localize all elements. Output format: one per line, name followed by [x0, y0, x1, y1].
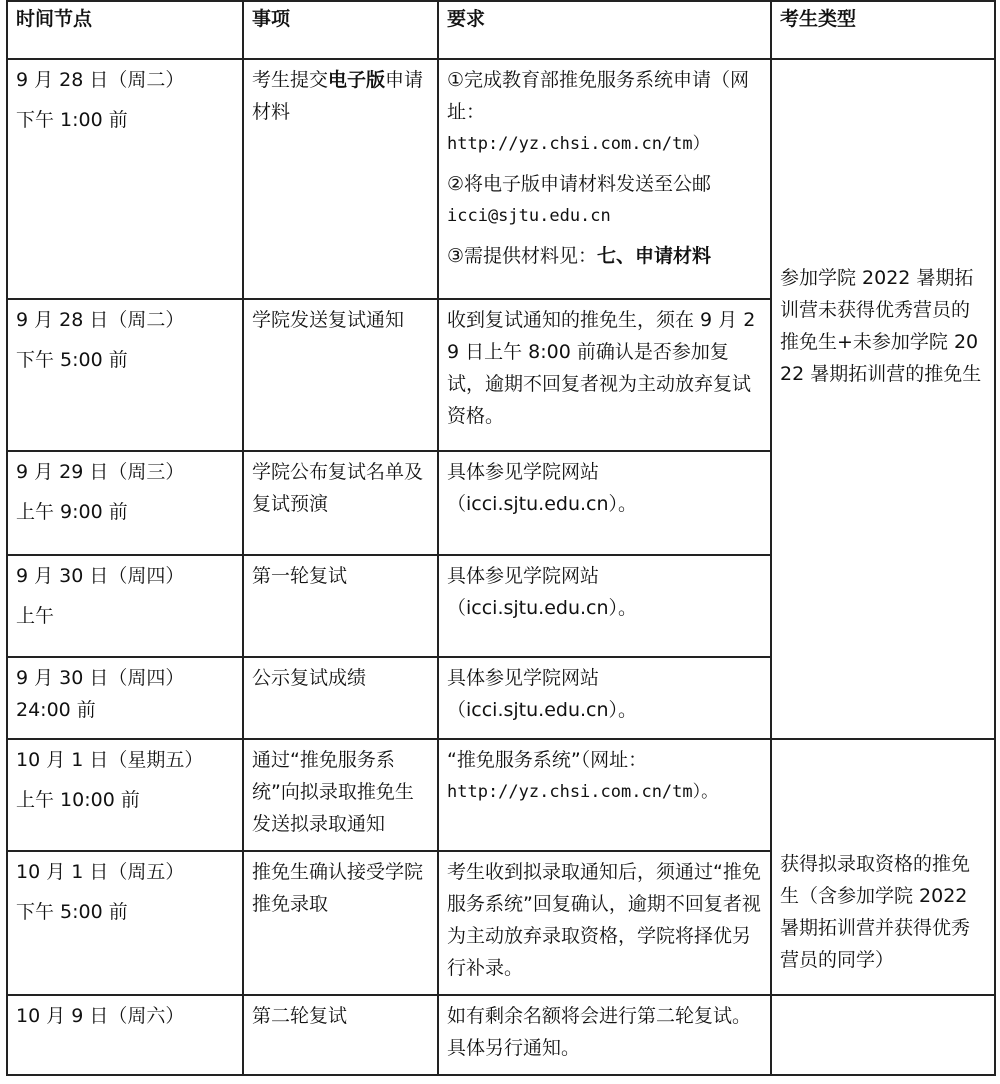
time-deadline: 上午 10:00 前: [16, 789, 140, 811]
item-cell: 第二轮复试: [243, 995, 438, 1075]
header-item: 事项: [243, 1, 438, 59]
candidate-type-cell-empty: [771, 995, 995, 1075]
header-requirement: 要求: [438, 1, 771, 59]
emphasis-text: 电子版: [328, 69, 386, 91]
item-cell: 通过“推免服务系统”向拟录取推免生发送拟录取通知: [243, 739, 438, 851]
time-date: 9 月 30 日（周四）: [16, 667, 185, 689]
time-date: 9 月 28 日（周二）: [16, 69, 185, 91]
url-text: http://yz.chsi.com.cn/tm）: [447, 134, 710, 154]
time-date: 10 月 1 日（星期五）: [16, 749, 204, 771]
url-text: http://yz.chsi.com.cn/tm）。: [447, 782, 719, 802]
time-cell: [7, 555, 243, 657]
time-cell: [7, 451, 243, 555]
requirement-cell: 考生收到拟录取通知后，须通过“推免服务系统”回复确认，逾期不回复者视为主动放弃录取资格，学院将择优另行补录。: [438, 851, 771, 995]
requirement-cell: 收到复试通知的推免生，须在 9 月 29 日上午 8:00 前确认是否参加复试，逾期不回复者视为主动放弃复试资格。: [438, 299, 771, 451]
email-text: icci@sjtu.edu.cn: [447, 206, 611, 226]
table-row: [7, 59, 995, 299]
time-deadline: 24:00 前: [16, 699, 96, 721]
time-date: 9 月 29 日（周三）: [16, 461, 185, 483]
schedule-table: [6, 0, 996, 1076]
requirement-cell: ①完成教育部推免服务系统申请（网址： http://yz.chsi.com.cn/tm） ②将电子版申请材料发送至公邮 icci@sjtu.edu.cn ③需提供材料见：七、申请材料: [438, 59, 771, 299]
table-row: [7, 739, 995, 851]
item-cell: 考生提交电子版申请材料: [243, 59, 438, 299]
emphasis-text: 七、申请材料: [597, 245, 712, 267]
item-cell: 第一轮复试: [243, 555, 438, 657]
website-text: （icci.sjtu.edu.cn）。: [447, 699, 638, 721]
table-row: [7, 995, 995, 1075]
time-cell: [7, 657, 243, 739]
time-cell: [7, 851, 243, 995]
time-deadline: 下午 1:00 前: [16, 109, 128, 131]
website-text: （icci.sjtu.edu.cn）。: [447, 493, 638, 515]
table-header-row: [7, 1, 995, 59]
time-deadline: 下午 5:00 前: [16, 901, 128, 923]
time-deadline: 上午: [16, 605, 55, 627]
time-cell: [7, 739, 243, 851]
time-date: 10 月 1 日（周五）: [16, 861, 185, 883]
time-deadline: 上午 9:00 前: [16, 501, 128, 523]
time-date: 9 月 30 日（周四）: [16, 565, 185, 587]
header-time: 时间节点: [7, 1, 243, 59]
requirement-cell: 如有剩余名额将会进行第二轮复试。具体另行通知。: [438, 995, 771, 1075]
item-cell: 学院公布复试名单及复试预演: [243, 451, 438, 555]
time-date: 9 月 28 日（周二）: [16, 309, 185, 331]
candidate-type-cell: 参加学院 2022 暑期拓训营未获得优秀营员的推免生+未参加学院 2022 暑期拓训营的推免生: [771, 59, 995, 739]
candidate-type-cell: 获得拟录取资格的推免生（含参加学院 2022 暑期拓训营并获得优秀营员的同学）: [771, 739, 995, 995]
requirement-cell: “推免服务系统”（网址： http://yz.chsi.com.cn/tm）。: [438, 739, 771, 851]
item-cell: 公示复试成绩: [243, 657, 438, 739]
time-deadline: 下午 5:00 前: [16, 349, 128, 371]
time-cell: [7, 299, 243, 451]
requirement-cell: 具体参见学院网站 （icci.sjtu.edu.cn）。: [438, 657, 771, 739]
item-cell: 学院发送复试通知: [243, 299, 438, 451]
requirement-cell: 具体参见学院网站 （icci.sjtu.edu.cn）。: [438, 451, 771, 555]
website-text: （icci.sjtu.edu.cn）。: [447, 597, 638, 619]
item-cell: 推免生确认接受学院推免录取: [243, 851, 438, 995]
schedule-table-wrapper: [6, 0, 996, 1076]
time-date: 10 月 9 日（周六）: [16, 1005, 185, 1027]
time-cell: [7, 59, 243, 299]
requirement-cell: 具体参见学院网站 （icci.sjtu.edu.cn）。: [438, 555, 771, 657]
header-candidate-type: 考生类型: [771, 1, 995, 59]
time-cell: [7, 995, 243, 1075]
